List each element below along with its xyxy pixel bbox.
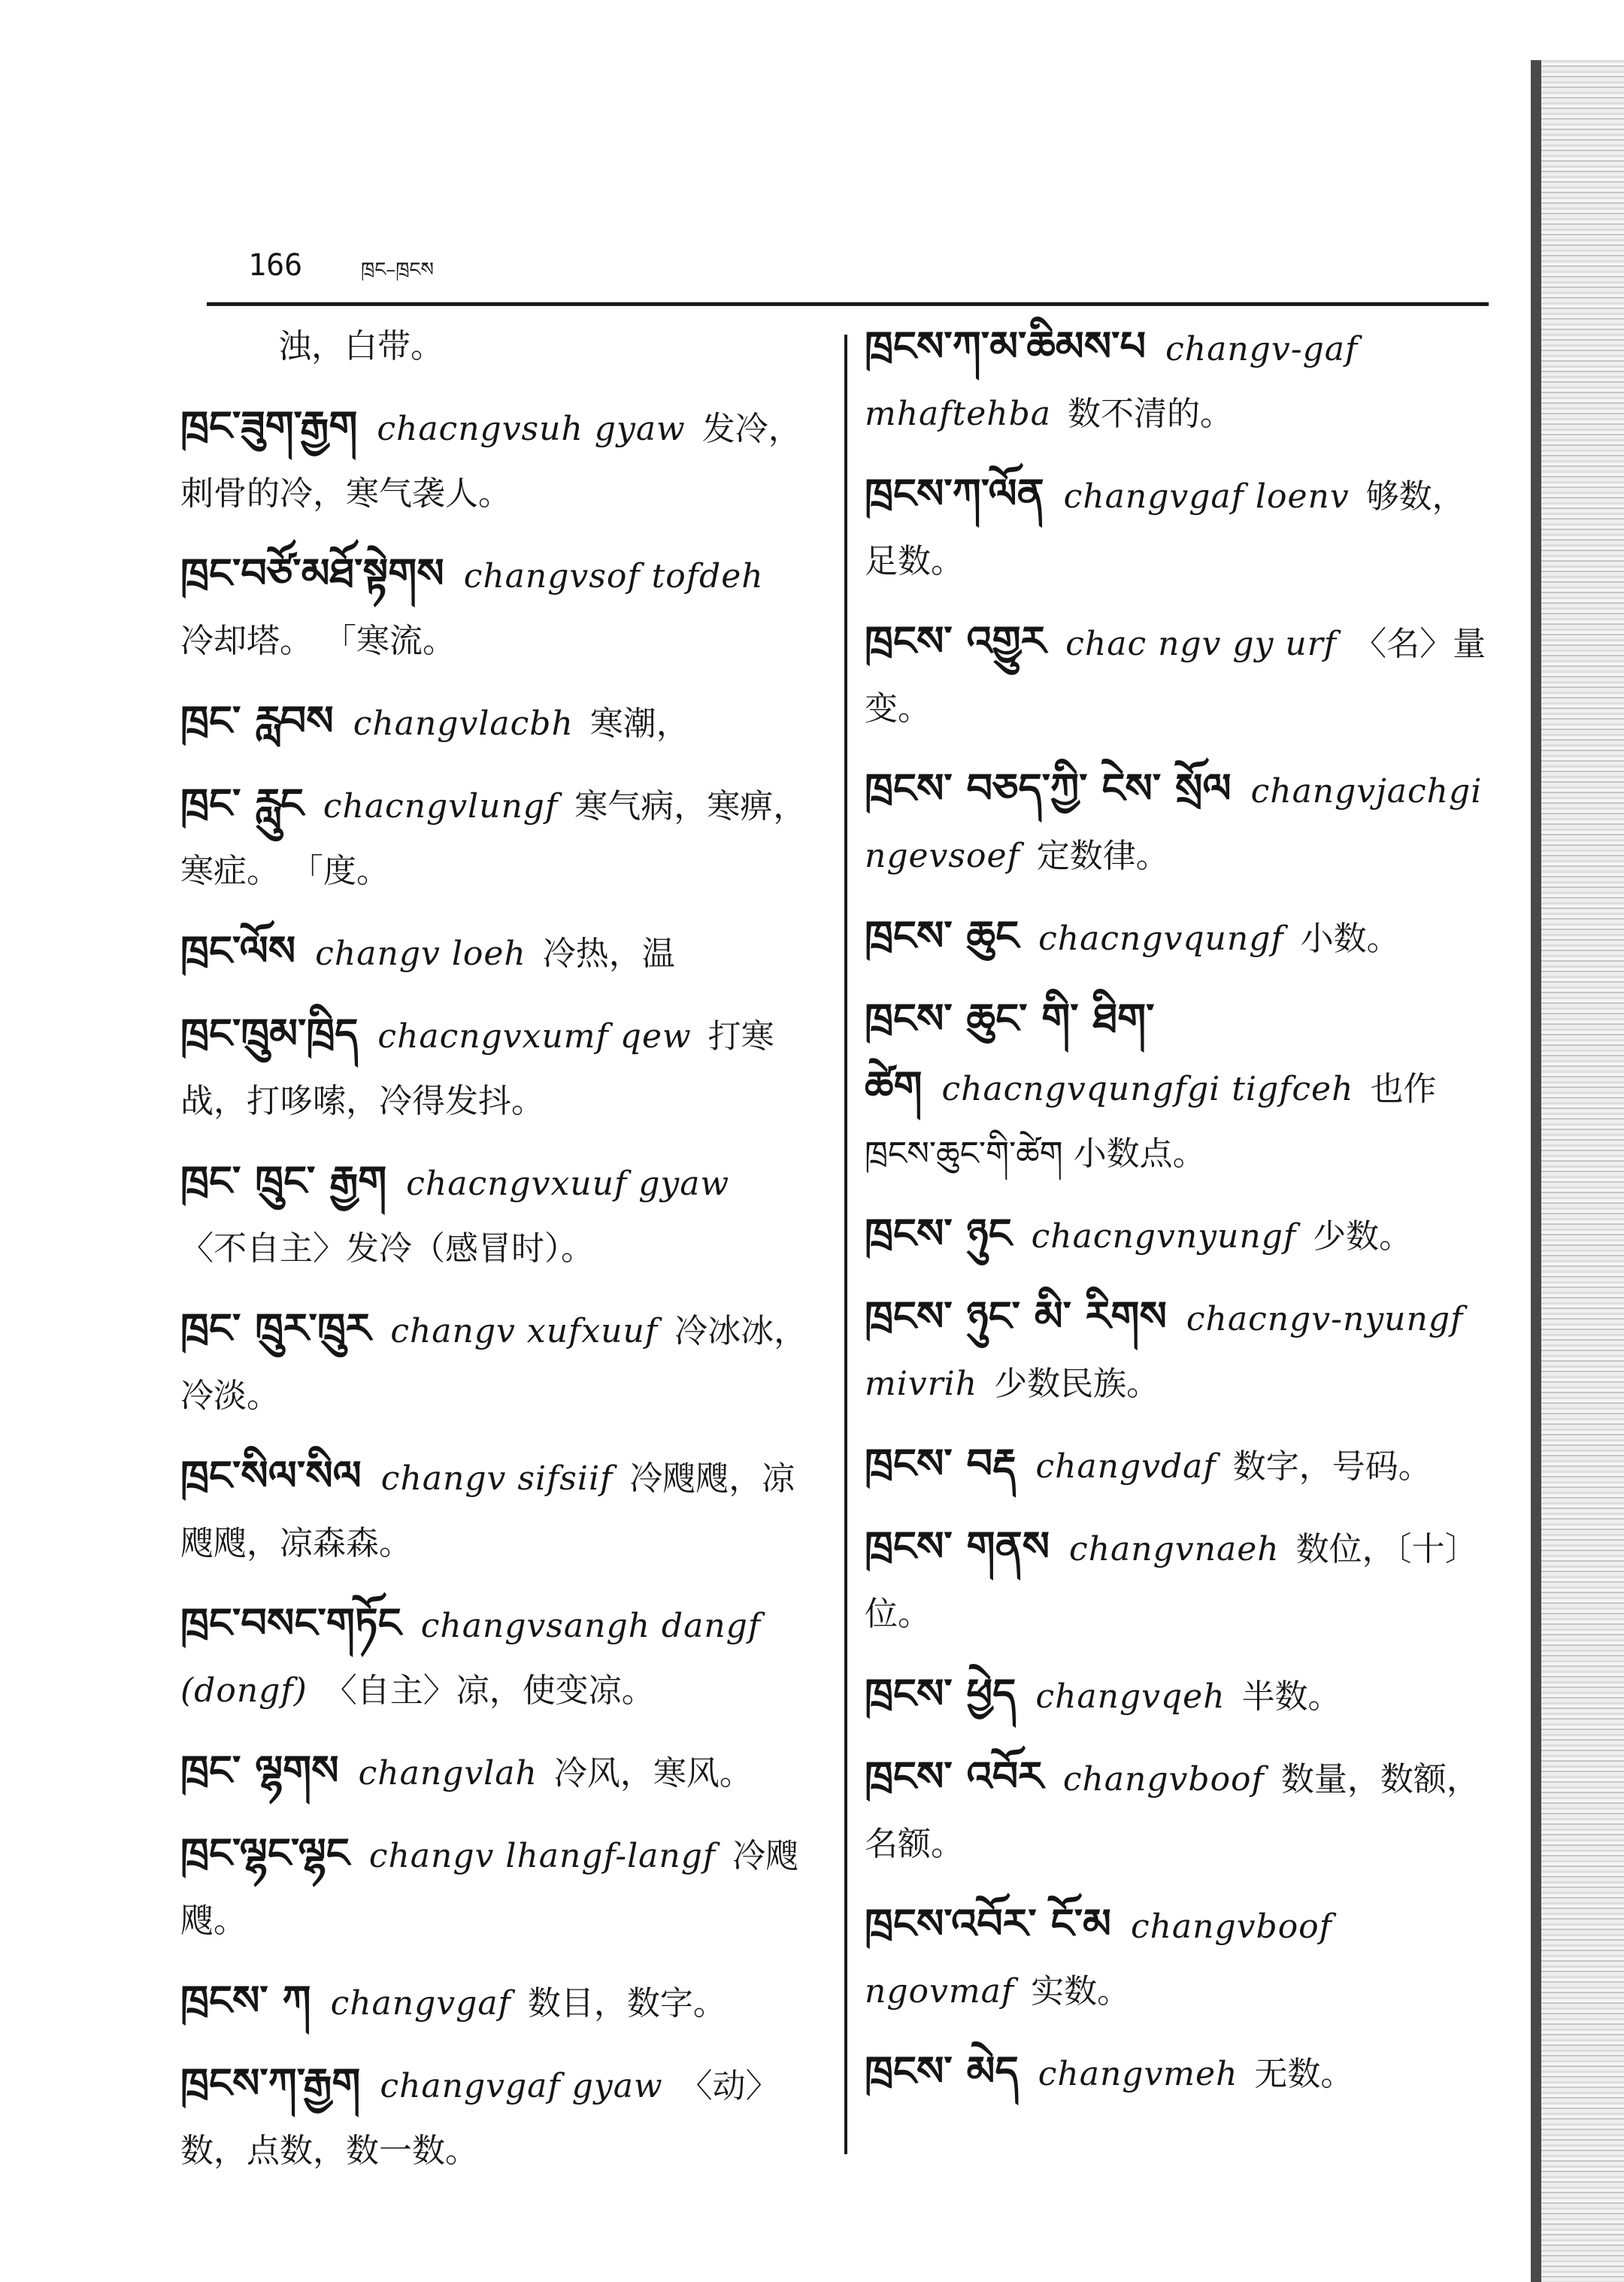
dictionary-entry xyxy=(865,1202,1496,1269)
entry-definition: 寒潮， xyxy=(589,705,689,743)
entry-definition: 实数。 xyxy=(1031,1972,1131,2011)
entry-romanization: changvboof xyxy=(1062,1760,1265,1799)
dictionary-entry xyxy=(865,1284,1496,1417)
entry-definition: 发冷，刺骨的冷，寒气袭人。 xyxy=(180,410,801,513)
dictionary-entry xyxy=(865,314,1496,447)
entry-headword: ཁྲངས་ བརྡ xyxy=(865,1440,1017,1487)
entry-definition: 小数。 xyxy=(1300,920,1400,958)
entry-romanization: changvgaf gyaw xyxy=(380,2067,663,2105)
dictionary-entry xyxy=(180,1821,812,1953)
dictionary-entry xyxy=(865,462,1496,594)
entry-definition: 数目，数字。 xyxy=(527,1984,726,2023)
dictionary-entry xyxy=(180,314,812,379)
entry-romanization: chacngvxumf qew xyxy=(377,1017,692,1056)
page-edge-shadow xyxy=(1531,60,1624,2282)
dictionary-entry xyxy=(180,1002,812,1134)
page-number: 166 xyxy=(248,248,303,283)
dictionary-entry xyxy=(180,771,812,904)
dictionary-entry xyxy=(180,394,812,526)
entry-headword: ཁྲངས་ བཅད་ཀྱི་ ངེས་ སྲོལ xyxy=(865,765,1232,812)
entry-romanization: chacngvlungf xyxy=(323,787,559,826)
entry-headword: ཁྲངས་ ཉུང xyxy=(865,1210,1012,1257)
entry-romanization: changvdaf xyxy=(1035,1447,1216,1486)
entry-romanization: chacngv-nyungf mivrih xyxy=(865,1300,1464,1403)
entry-definition: 〈名〉量变。 xyxy=(865,625,1486,728)
entry-headword: ཁྲངས་ ཆུང་ གི་ ཐིག་ ཚེག xyxy=(865,995,1155,1110)
dictionary-entry xyxy=(180,919,812,986)
dictionary-entry xyxy=(180,1968,812,2036)
entry-headword: ཁྲངས་ ཆུང xyxy=(865,912,1020,959)
entry-romanization: chacngvqungfgi tigfceh xyxy=(941,1070,1354,1108)
entry-definition: 寒气病，寒痹，寒症。 「度。 xyxy=(180,787,807,890)
dictionary-entry xyxy=(865,1662,1496,1729)
dictionary-entry xyxy=(865,986,1496,1186)
entry-romanization: changvmeh xyxy=(1038,2055,1238,2093)
entry-headword: ཁྲངས་ འབོར xyxy=(865,1753,1044,1800)
dictionary-entry xyxy=(180,689,812,756)
dictionary-entry xyxy=(865,609,1496,741)
entry-romanization: changvgaf xyxy=(330,1984,511,2023)
entry-definition: 冷却塔。 「寒流。 xyxy=(180,622,456,660)
entry-romanization: chacngvxuuf gyaw xyxy=(406,1165,730,1203)
entry-romanization: changv-gaf mhaftehba xyxy=(865,330,1359,433)
entry-definition: 冷冰冰，冷淡。 xyxy=(180,1312,807,1415)
entry-romanization: changvsangh dangf (dongf) xyxy=(180,1607,762,1710)
dictionary-entry xyxy=(180,1738,812,1806)
entry-headword: ཁྲང་ རླབས xyxy=(180,697,334,744)
entry-headword: ཁྲངས་ ཀ xyxy=(180,1977,311,2024)
right-column xyxy=(865,314,1496,2122)
entry-romanization: changvboof ngovmaf xyxy=(865,1908,1332,2011)
entry-headword: ཁྲངས་ འགྱུར xyxy=(865,617,1047,665)
dictionary-entry xyxy=(180,1444,812,1576)
dictionary-entry xyxy=(865,904,1496,971)
running-head: ཁྲང–ཁྲངས xyxy=(361,259,434,281)
entry-headword: ཁྲང་ཁྲུམ་ཁྲིད xyxy=(180,1010,359,1057)
entry-headword: ཁྲངས་ གནས xyxy=(865,1523,1050,1570)
entry-definition: 数不清的。 xyxy=(1068,395,1234,433)
entry-romanization: changv sifsiif xyxy=(380,1459,614,1498)
entry-headword: ཁྲང་བཙོ་མཐོ་སྟེགས xyxy=(180,550,444,597)
entry-romanization: changvgaf loenv xyxy=(1063,477,1350,516)
entry-romanization: changv lhangf-langf xyxy=(368,1837,717,1875)
entry-romanization: changvlah xyxy=(358,1754,538,1793)
entry-romanization: chacngvsuh gyaw xyxy=(377,410,686,448)
dictionary-entry xyxy=(865,1744,1496,1877)
dictionary-entry xyxy=(180,2051,812,2184)
column-divider xyxy=(844,335,847,2154)
entry-definition: 冷风，寒风。 xyxy=(553,1754,753,1793)
dictionary-entry xyxy=(180,1149,812,1281)
entry-headword: ཁྲང་ལོས xyxy=(180,927,296,974)
dictionary-entry xyxy=(180,541,812,674)
entry-definition: 〈不自主〉发冷（感冒时）。 xyxy=(180,1229,594,1268)
entry-definition: 够数，足数。 xyxy=(865,477,1465,580)
entry-headword: ཁྲང་ ཁྲུང་ རྒྱག xyxy=(180,1157,387,1205)
entry-headword: ཁྲང་བསང་གཏོང xyxy=(180,1599,401,1647)
entry-headword: ཁྲངས་ ཉུང་ མི་ རིགས xyxy=(865,1293,1167,1340)
entry-romanization: chacngvnyungf xyxy=(1031,1217,1297,1256)
entry-headword: ཁྲངས་ཀ་རྒྱག xyxy=(180,2059,361,2107)
entry-headword: ཁྲང་སིལ་སིལ xyxy=(180,1452,362,1499)
dictionary-entry xyxy=(865,1514,1496,1647)
entry-definition: 少数。 xyxy=(1313,1217,1413,1256)
entry-romanization: changv xufxuuf xyxy=(390,1312,659,1350)
entry-definition: 数位，〔十〕位。 xyxy=(865,1530,1478,1633)
entry-romanization: chacngvqungf xyxy=(1038,920,1284,958)
entry-definition: 无数。 xyxy=(1254,2055,1354,2093)
entry-romanization: changv loeh xyxy=(315,935,526,973)
entry-romanization: changvsof tofdeh xyxy=(463,557,764,596)
entry-headword: ཁྲང་ རླུང xyxy=(180,780,304,827)
header-rule xyxy=(207,302,1489,306)
entry-romanization: changvlacbh xyxy=(353,705,574,743)
entry-definition: 数字，号码。 xyxy=(1232,1447,1432,1486)
entry-definition: 半数。 xyxy=(1241,1677,1341,1716)
entry-headword: ཁྲང་ཟུག་རྒྱག xyxy=(180,402,358,450)
dictionary-entry xyxy=(865,1892,1496,2024)
entry-headword: ཁྲངས་ཀ་ལོན xyxy=(865,470,1044,517)
dictionary-entry xyxy=(180,1591,812,1723)
entry-romanization: changvnaeh xyxy=(1069,1530,1280,1568)
entry-definition: 冷飕飕，凉飕飕，凉森森。 xyxy=(180,1459,795,1562)
entry-headword: ཁྲང་ ལྷགས xyxy=(180,1747,339,1794)
entry-headword: ཁྲངས་ མེད xyxy=(865,2047,1019,2095)
dictionary-entry xyxy=(865,756,1496,889)
entry-romanization: changvqeh xyxy=(1035,1677,1226,1716)
entry-romanization: chac ngv gy urf xyxy=(1065,625,1338,663)
entry-definition: 数量，数额，名额。 xyxy=(865,1760,1480,1863)
entry-definition: 〈自主〉凉，使变凉。 xyxy=(323,1671,655,1710)
entry-romanization: changvjachgi ngevsoef xyxy=(865,772,1483,875)
entry-definition: 浊，白带。 xyxy=(278,327,444,365)
entry-definition: 少数民族。 xyxy=(994,1365,1160,1403)
entry-definition: 〈动〉数，点数，数一数。 xyxy=(180,2067,779,2170)
entry-definition: 冷飕飕。 xyxy=(180,1837,799,1940)
entry-definition: 定数律。 xyxy=(1036,837,1169,875)
dictionary-entry xyxy=(180,1296,812,1429)
dictionary-entry xyxy=(865,1432,1496,1499)
entry-headword: ཁྲངས་ཀ་མ་ཆིམས་པ xyxy=(865,323,1147,370)
entry-definition: 也作 ཁྲངས་ཆུང་གི་ཚེག 小数点。 xyxy=(865,1070,1437,1173)
entry-definition: 打寒战，打哆嗦，冷得发抖。 xyxy=(180,1017,774,1120)
entry-headword: ཁྲང་ ཁྲུར་ཁྲུར xyxy=(180,1305,371,1352)
entry-headword: ཁྲང་ལྷང་ལྷང xyxy=(180,1829,350,1877)
dictionary-entry xyxy=(865,2039,1496,2107)
left-column xyxy=(180,314,812,2199)
entry-headword: ཁྲངས་འབོར་ ངོ་མ xyxy=(865,1900,1111,1947)
entry-definition: 冷热，温 xyxy=(542,935,675,973)
entry-headword: ཁྲངས་ ཕྱེད xyxy=(865,1670,1017,1717)
